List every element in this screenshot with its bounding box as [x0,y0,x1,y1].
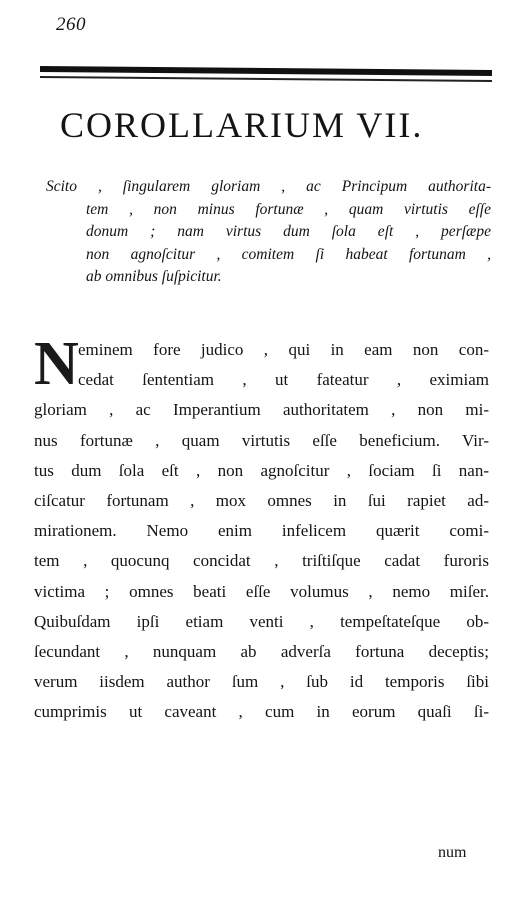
body-line: mirationem. Nemo enim infelicem quærit comi- [34,521,489,541]
summary-line: donum ; nam virtus dum ſola eſt , perſæpe [86,223,491,240]
body-paragraph [34,335,489,728]
summary-line: Scito , ſingularem gloriam , ac Principum authorita- [46,178,491,195]
body-line: ſecundant , nunquam ab adverſa fortuna deceptis; [34,642,489,662]
body-line: ciſcatur fortunam , mox omnes in ſui rapiet ad- [34,491,489,511]
drop-cap: N [34,330,79,398]
body-line: gloriam , ac Imperantium authoritatem , non mi- [34,400,489,420]
summary-line: ab omnibus ſuſpicitur. [86,268,222,285]
body-line: eminem fore judico , qui in eam non con- [78,340,489,359]
body-line: cumprimis ut caveant , cum in eorum quaſi ſi- [34,702,489,722]
summary-line: tem , non minus fortunæ , quam virtutis eſſe [86,200,491,218]
body-line: verum iisdem author ſum , ſub id temporis ſibi [34,672,489,692]
corollary-summary [46,176,491,289]
header-rule-thick [40,66,492,76]
body-line: cedat ſententiam , ut fateatur , eximiam [78,370,489,390]
summary-line: non agnoſcitur , comitem ſi habeat fortunam , [86,245,491,263]
page-number: 260 [56,14,86,35]
body-line: nus fortunæ , quam virtutis eſſe beneficium. Vir- [34,430,489,450]
catchword: num [438,844,467,861]
body-line: tem , quocunq concidat , triſtiſque cadat furoris [34,551,489,571]
body-line: victima ; omnes beati eſſe volumus , nemo miſer. [34,581,489,601]
section-heading: COROLLARIUM VII. [60,105,424,145]
header-rule-thin [40,76,492,82]
body-line: Quibuſdam ipſi etiam venti , tempeſtateſque ob- [34,611,489,631]
body-line: tus dum ſola eſt , non agnoſcitur , ſociam ſi nan- [34,460,489,480]
